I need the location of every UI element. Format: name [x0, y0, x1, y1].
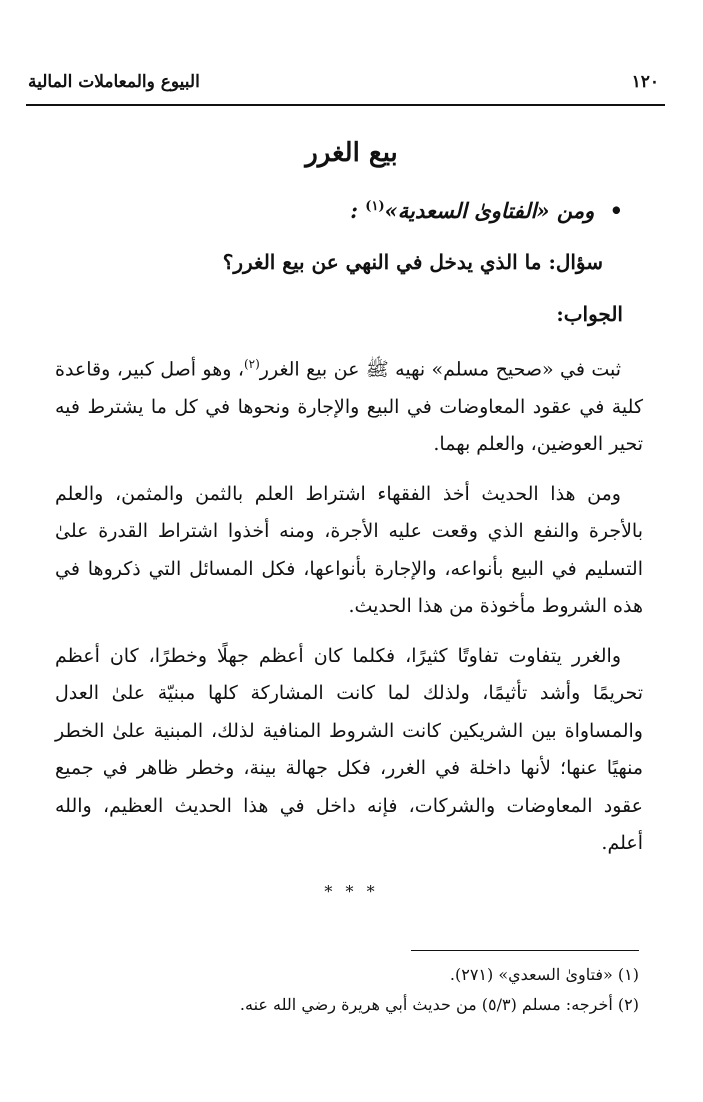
bullet-icon: •	[609, 198, 623, 223]
header-divider	[26, 104, 665, 106]
answer-body	[55, 346, 643, 875]
footnote-2: (٢) أخرجه: مسلم (٥/٣) من حديث أبي هريرة رضي الله عنه.	[239, 995, 639, 1014]
question: سؤال: ما الذي يدخل في النهي عن بيع الغرر؟	[222, 250, 603, 274]
footnotes	[59, 960, 639, 1020]
footnote-divider	[411, 950, 639, 951]
paragraph-1-text-b: ، وهو أصل كبير، وقاعدة كلية في عقود المعاوضات في البيع والإجارة ونحوها في كل ما يشترط فيه تحير العوضين، والعلم بهما.	[55, 358, 643, 456]
running-header	[28, 70, 663, 100]
section-title: بيع الغرر	[305, 138, 398, 168]
paragraph-2: ومن هذا الحديث أخذ الفقهاء اشتراط العلم بالثمن والمثمن، والعلم بالأجرة والنفع الذي وقعت عليه الأجرة، ومنه أخذوا اشتراط القدرة علىٰ التسليم في البيع بأنواعه، والإجارة بأنواعها، فكل المسائل التي ذكروها في هذه الشروط مأخوذة من هذا الحديث.	[55, 482, 643, 618]
page-number: ١٢٠	[631, 72, 659, 92]
source-line	[350, 198, 623, 223]
source-colon: :	[350, 198, 358, 223]
footnote-1: (١) «فتاوىٰ السعدي» (٢٧١).	[449, 965, 639, 984]
source-label: ومن «الفتاوىٰ السعدية»	[384, 198, 595, 223]
section-separator: * * *	[324, 882, 379, 901]
answer-label: الجواب:	[556, 302, 623, 326]
book-title: البيوع والمعاملات المالية	[28, 72, 200, 92]
footnote-ref-1: (١)	[365, 199, 385, 214]
paragraph-1	[55, 346, 643, 464]
paragraph-1-text-a: ثبت في «صحيح مسلم» نهيه ﷺ عن بيع الغرر	[259, 358, 621, 381]
footnote-ref-2: (٢)	[243, 357, 260, 371]
paragraph-3: والغرر يتفاوت تفاوتًا كثيرًا، فكلما كان أعظم جهلًا وخطرًا، كان أعظم تحريمًا وأشد تأثيمًا، ولذلك لما كانت المشاركة كلها مبنيّة علىٰ العدل والمساواة بين الشريكين كانت الشروط المنافية لذلك، المبنية علىٰ الخطر منهيًا عنها؛ لأنها داخلة في الغرر، فكل جهالة بينة، وخطر ظاهر في جميع عقود المعاوضات والشركات، فإنه داخل في هذا الحديث العظيم، والله أعلم.	[55, 644, 643, 855]
